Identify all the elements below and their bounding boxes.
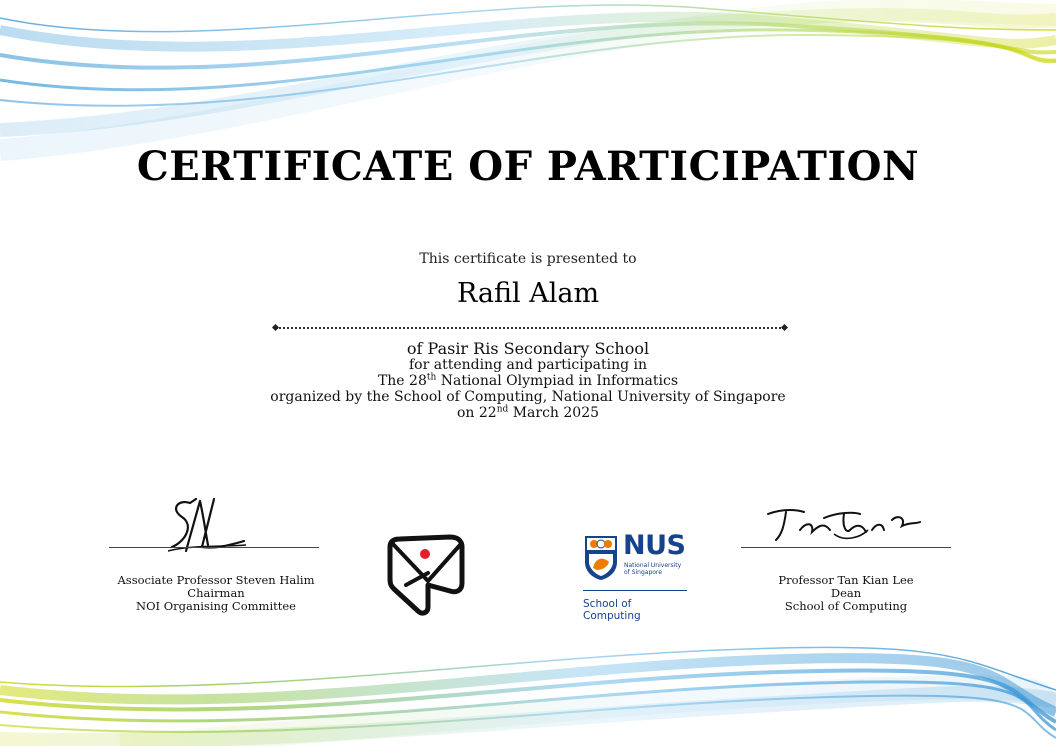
name-divider [276,327,784,329]
nus-crest-icon [583,534,619,580]
nus-subtitle-line-1: National University [624,562,682,569]
recipient-name: Rafil Alam [456,278,600,309]
signatory-left-org: NOI Organising Committee [136,599,296,613]
presented-to-text: This certificate is presented to [419,251,637,267]
signatory-right-name: Professor Tan Kian Lee [778,573,914,587]
date-line [0,405,1056,421]
attending-line: for attending and participating in [408,357,648,373]
top-wave [0,5,1056,150]
date-suffix: March 2025 [508,405,600,421]
school-line: of Pasir Ris Secondary School [406,339,650,358]
signature-tan-kian-lee [764,500,924,550]
signatory-right-org: School of Computing [784,599,908,613]
signatory-right [716,574,976,613]
signatory-left-role: Chairman [187,586,245,600]
event-prefix: The 28 [377,373,427,389]
event-line [0,373,1056,389]
nus-wordmark: NUS [623,530,686,561]
nus-logo [581,530,691,622]
signatory-right-role: Dean [830,586,862,600]
signatory-left-name: Associate Professor Steven Halim [117,573,315,587]
nus-divider [583,590,687,591]
date-ordinal: nd [496,404,509,415]
nus-subtitle-line-2: of Singapore [624,569,662,576]
organizer-line: organized by the School of Computing, National University of Singapore [270,389,786,405]
nus-subtitle [624,562,681,576]
noi-logo-icon [384,533,468,617]
date-prefix: on 22 [456,405,497,421]
signature-line-left [109,547,319,548]
bottom-wave [0,647,1056,746]
certificate-title: CERTIFICATE OF PARTICIPATION [136,143,920,190]
signature-line-right [741,547,951,548]
certificate-body [0,341,1056,421]
event-suffix: National Olympiad in Informatics [436,373,679,389]
nus-school-of-computing: School of Computing [583,598,641,622]
event-ordinal: th [426,372,437,383]
signatory-left [86,574,346,613]
